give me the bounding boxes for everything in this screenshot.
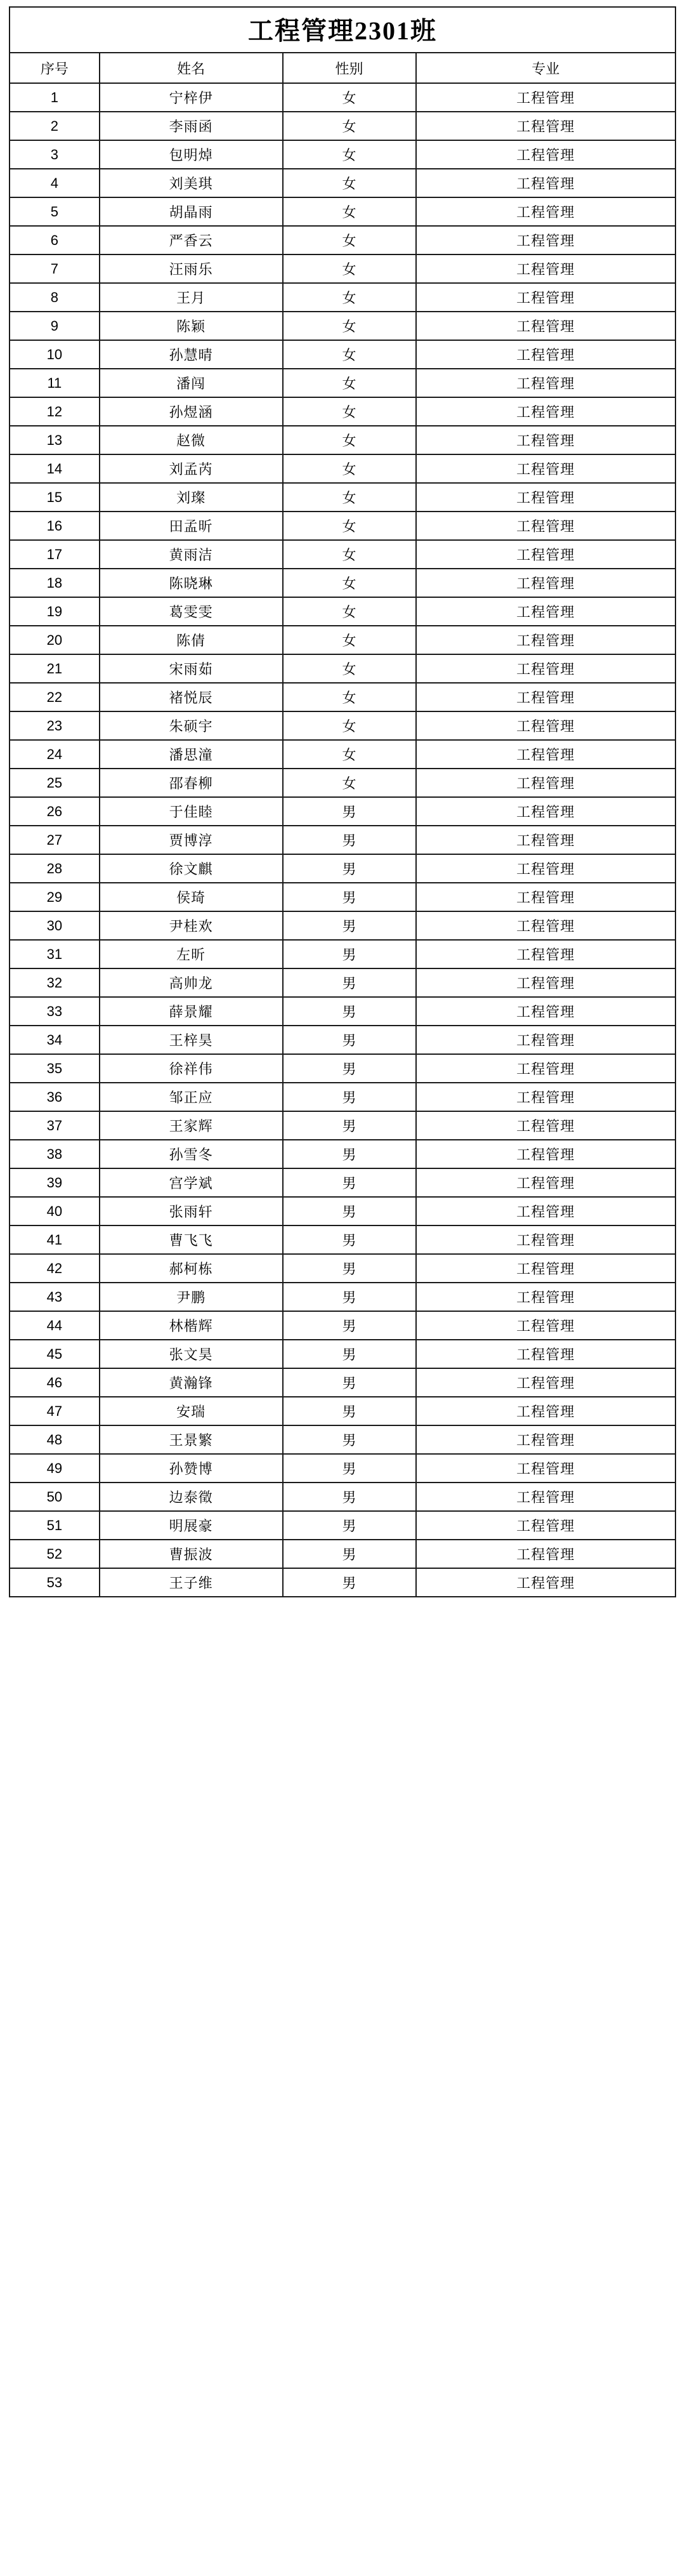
cell-index: 12: [10, 397, 100, 426]
column-header-name: 姓名: [100, 53, 283, 83]
cell-major: 工程管理: [416, 1368, 676, 1397]
table-row: [10, 711, 675, 740]
cell-major: 工程管理: [416, 454, 676, 483]
table-row: [10, 683, 675, 711]
table-row: [10, 483, 675, 512]
cell-index: 9: [10, 312, 100, 340]
cell-major: 工程管理: [416, 512, 676, 540]
cell-name: 王子维: [100, 1568, 283, 1597]
table-row: [10, 797, 675, 826]
cell-name: 孙煜涵: [100, 397, 283, 426]
cell-name: 曹飞飞: [100, 1225, 283, 1254]
cell-major: 工程管理: [416, 1283, 676, 1311]
cell-major: 工程管理: [416, 1254, 676, 1283]
cell-index: 53: [10, 1568, 100, 1597]
cell-major: 工程管理: [416, 711, 676, 740]
cell-sex: 女: [283, 711, 416, 740]
cell-name: 王景繁: [100, 1425, 283, 1454]
table-row: [10, 1311, 675, 1340]
cell-sex: 男: [283, 1083, 416, 1111]
cell-index: 35: [10, 1054, 100, 1083]
table-row: [10, 397, 675, 426]
cell-major: 工程管理: [416, 1483, 676, 1511]
cell-sex: 男: [283, 1054, 416, 1083]
cell-sex: 男: [283, 854, 416, 883]
cell-major: 工程管理: [416, 483, 676, 512]
cell-major: 工程管理: [416, 197, 676, 226]
cell-major: 工程管理: [416, 626, 676, 654]
cell-major: 工程管理: [416, 1083, 676, 1111]
cell-name: 王家辉: [100, 1111, 283, 1140]
cell-name: 曹振波: [100, 1540, 283, 1568]
cell-sex: 女: [283, 569, 416, 597]
cell-index: 5: [10, 197, 100, 226]
cell-sex: 男: [283, 1397, 416, 1425]
table-row: [10, 1483, 675, 1511]
table-row: [10, 1083, 675, 1111]
class-roster-table: [9, 6, 676, 1597]
cell-major: 工程管理: [416, 1026, 676, 1054]
cell-name: 左昕: [100, 940, 283, 968]
cell-sex: 男: [283, 997, 416, 1026]
cell-sex: 女: [283, 312, 416, 340]
cell-name: 胡晶雨: [100, 197, 283, 226]
cell-major: 工程管理: [416, 140, 676, 169]
cell-name: 刘孟芮: [100, 454, 283, 483]
cell-index: 27: [10, 826, 100, 854]
cell-name: 包明焯: [100, 140, 283, 169]
cell-sex: 女: [283, 397, 416, 426]
cell-sex: 女: [283, 112, 416, 140]
cell-name: 潘闯: [100, 369, 283, 397]
cell-name: 王梓昊: [100, 1026, 283, 1054]
table-row: [10, 1540, 675, 1568]
table-row: [10, 1283, 675, 1311]
cell-major: 工程管理: [416, 169, 676, 197]
roster-body: [10, 7, 675, 1597]
cell-major: 工程管理: [416, 1168, 676, 1197]
cell-name: 薛景耀: [100, 997, 283, 1026]
table-row: [10, 140, 675, 169]
cell-sex: 男: [283, 1026, 416, 1054]
cell-name: 边泰徵: [100, 1483, 283, 1511]
cell-name: 安瑞: [100, 1397, 283, 1425]
cell-name: 侯琦: [100, 883, 283, 911]
cell-index: 20: [10, 626, 100, 654]
cell-sex: 男: [283, 940, 416, 968]
cell-name: 潘思潼: [100, 740, 283, 769]
cell-name: 郝柯栋: [100, 1254, 283, 1283]
cell-index: 37: [10, 1111, 100, 1140]
cell-major: 工程管理: [416, 1111, 676, 1140]
cell-name: 刘璨: [100, 483, 283, 512]
cell-name: 尹鹏: [100, 1283, 283, 1311]
cell-sex: 女: [283, 683, 416, 711]
cell-sex: 男: [283, 797, 416, 826]
cell-name: 孙雪冬: [100, 1140, 283, 1168]
cell-index: 39: [10, 1168, 100, 1197]
table-row: [10, 654, 675, 683]
cell-index: 17: [10, 540, 100, 569]
cell-name: 田孟昕: [100, 512, 283, 540]
cell-index: 34: [10, 1026, 100, 1054]
table-row: [10, 340, 675, 369]
cell-sex: 女: [283, 169, 416, 197]
table-row: [10, 569, 675, 597]
cell-name: 张文昊: [100, 1340, 283, 1368]
page-title: 工程管理2301班: [10, 7, 675, 53]
cell-sex: 女: [283, 197, 416, 226]
table-row: [10, 1140, 675, 1168]
table-row: [10, 1111, 675, 1140]
cell-name: 宁梓伊: [100, 83, 283, 112]
cell-sex: 男: [283, 1225, 416, 1254]
cell-major: 工程管理: [416, 283, 676, 312]
column-header-sex: 性别: [283, 53, 416, 83]
table-row: [10, 312, 675, 340]
cell-index: 10: [10, 340, 100, 369]
cell-index: 46: [10, 1368, 100, 1397]
cell-index: 16: [10, 512, 100, 540]
table-row: [10, 940, 675, 968]
cell-name: 黄雨洁: [100, 540, 283, 569]
cell-major: 工程管理: [416, 1540, 676, 1568]
cell-major: 工程管理: [416, 1340, 676, 1368]
cell-sex: 女: [283, 512, 416, 540]
cell-major: 工程管理: [416, 654, 676, 683]
cell-sex: 男: [283, 1283, 416, 1311]
cell-major: 工程管理: [416, 1311, 676, 1340]
cell-name: 徐祥伟: [100, 1054, 283, 1083]
cell-index: 2: [10, 112, 100, 140]
cell-index: 8: [10, 283, 100, 312]
cell-sex: 女: [283, 454, 416, 483]
table-row: [10, 226, 675, 254]
cell-index: 44: [10, 1311, 100, 1340]
cell-sex: 男: [283, 1197, 416, 1225]
cell-sex: 男: [283, 911, 416, 940]
cell-index: 38: [10, 1140, 100, 1168]
cell-sex: 女: [283, 140, 416, 169]
cell-index: 3: [10, 140, 100, 169]
table-row: [10, 769, 675, 797]
column-header-row: [10, 53, 675, 83]
cell-name: 严香云: [100, 226, 283, 254]
cell-sex: 男: [283, 1340, 416, 1368]
cell-index: 43: [10, 1283, 100, 1311]
cell-name: 陈倩: [100, 626, 283, 654]
cell-major: 工程管理: [416, 569, 676, 597]
cell-major: 工程管理: [416, 797, 676, 826]
table-row: [10, 911, 675, 940]
table-row: [10, 169, 675, 197]
cell-major: 工程管理: [416, 883, 676, 911]
cell-major: 工程管理: [416, 854, 676, 883]
table-row: [10, 626, 675, 654]
cell-sex: 男: [283, 1425, 416, 1454]
cell-name: 宋雨茹: [100, 654, 283, 683]
title-row: [10, 7, 675, 53]
table-row: [10, 197, 675, 226]
cell-major: 工程管理: [416, 911, 676, 940]
cell-name: 孙慧晴: [100, 340, 283, 369]
cell-index: 18: [10, 569, 100, 597]
cell-sex: 男: [283, 1454, 416, 1483]
cell-index: 41: [10, 1225, 100, 1254]
cell-index: 15: [10, 483, 100, 512]
table-row: [10, 997, 675, 1026]
table-row: [10, 1026, 675, 1054]
cell-index: 29: [10, 883, 100, 911]
table-row: [10, 1454, 675, 1483]
cell-index: 25: [10, 769, 100, 797]
cell-major: 工程管理: [416, 597, 676, 626]
cell-major: 工程管理: [416, 1425, 676, 1454]
cell-major: 工程管理: [416, 254, 676, 283]
cell-index: 36: [10, 1083, 100, 1111]
cell-major: 工程管理: [416, 1140, 676, 1168]
cell-name: 赵微: [100, 426, 283, 454]
table-row: [10, 854, 675, 883]
cell-major: 工程管理: [416, 226, 676, 254]
cell-index: 19: [10, 597, 100, 626]
table-row: [10, 1197, 675, 1225]
cell-major: 工程管理: [416, 1511, 676, 1540]
cell-major: 工程管理: [416, 769, 676, 797]
cell-name: 陈晓琳: [100, 569, 283, 597]
cell-index: 47: [10, 1397, 100, 1425]
cell-sex: 女: [283, 254, 416, 283]
cell-index: 22: [10, 683, 100, 711]
cell-name: 孙赞博: [100, 1454, 283, 1483]
cell-index: 52: [10, 1540, 100, 1568]
cell-major: 工程管理: [416, 940, 676, 968]
cell-name: 于佳睦: [100, 797, 283, 826]
table-row: [10, 1340, 675, 1368]
table-row: [10, 426, 675, 454]
cell-name: 刘美琪: [100, 169, 283, 197]
cell-index: 23: [10, 711, 100, 740]
cell-sex: 男: [283, 883, 416, 911]
cell-index: 31: [10, 940, 100, 968]
cell-major: 工程管理: [416, 312, 676, 340]
table-row: [10, 83, 675, 112]
table-row: [10, 1225, 675, 1254]
cell-sex: 男: [283, 1111, 416, 1140]
cell-major: 工程管理: [416, 340, 676, 369]
cell-sex: 女: [283, 426, 416, 454]
cell-name: 邵春柳: [100, 769, 283, 797]
cell-index: 32: [10, 968, 100, 997]
cell-index: 45: [10, 1340, 100, 1368]
table-row: [10, 1425, 675, 1454]
cell-major: 工程管理: [416, 683, 676, 711]
cell-name: 林楷辉: [100, 1311, 283, 1340]
cell-index: 11: [10, 369, 100, 397]
cell-name: 贾博淳: [100, 826, 283, 854]
cell-major: 工程管理: [416, 426, 676, 454]
cell-major: 工程管理: [416, 1197, 676, 1225]
table-row: [10, 1054, 675, 1083]
cell-index: 14: [10, 454, 100, 483]
cell-name: 陈颖: [100, 312, 283, 340]
column-header-index: 序号: [10, 53, 100, 83]
cell-name: 朱硕宇: [100, 711, 283, 740]
cell-index: 33: [10, 997, 100, 1026]
table-row: [10, 512, 675, 540]
cell-sex: 男: [283, 1311, 416, 1340]
cell-sex: 男: [283, 1568, 416, 1597]
cell-major: 工程管理: [416, 397, 676, 426]
table-row: [10, 369, 675, 397]
cell-major: 工程管理: [416, 1568, 676, 1597]
cell-major: 工程管理: [416, 83, 676, 112]
cell-major: 工程管理: [416, 112, 676, 140]
cell-sex: 女: [283, 769, 416, 797]
cell-index: 40: [10, 1197, 100, 1225]
cell-name: 王月: [100, 283, 283, 312]
cell-sex: 女: [283, 597, 416, 626]
table-row: [10, 740, 675, 769]
table-row: [10, 1511, 675, 1540]
cell-sex: 女: [283, 340, 416, 369]
cell-index: 24: [10, 740, 100, 769]
cell-index: 50: [10, 1483, 100, 1511]
cell-index: 21: [10, 654, 100, 683]
table-row: [10, 883, 675, 911]
table-row: [10, 1397, 675, 1425]
cell-index: 49: [10, 1454, 100, 1483]
cell-index: 1: [10, 83, 100, 112]
cell-sex: 女: [283, 540, 416, 569]
cell-sex: 男: [283, 1540, 416, 1568]
cell-index: 28: [10, 854, 100, 883]
cell-name: 李雨函: [100, 112, 283, 140]
column-header-major: 专业: [416, 53, 676, 83]
cell-index: 13: [10, 426, 100, 454]
cell-name: 明展豪: [100, 1511, 283, 1540]
table-row: [10, 540, 675, 569]
cell-name: 葛雯雯: [100, 597, 283, 626]
cell-sex: 男: [283, 968, 416, 997]
cell-major: 工程管理: [416, 740, 676, 769]
cell-index: 6: [10, 226, 100, 254]
cell-index: 26: [10, 797, 100, 826]
cell-name: 汪雨乐: [100, 254, 283, 283]
cell-sex: 女: [283, 226, 416, 254]
cell-sex: 男: [283, 1140, 416, 1168]
cell-major: 工程管理: [416, 826, 676, 854]
cell-index: 51: [10, 1511, 100, 1540]
cell-index: 30: [10, 911, 100, 940]
cell-sex: 男: [283, 1483, 416, 1511]
cell-name: 褚悦辰: [100, 683, 283, 711]
table-row: [10, 454, 675, 483]
cell-major: 工程管理: [416, 1454, 676, 1483]
cell-major: 工程管理: [416, 369, 676, 397]
cell-sex: 女: [283, 654, 416, 683]
table-row: [10, 597, 675, 626]
table-row: [10, 112, 675, 140]
cell-major: 工程管理: [416, 1225, 676, 1254]
cell-sex: 男: [283, 1254, 416, 1283]
cell-index: 7: [10, 254, 100, 283]
cell-name: 徐文麒: [100, 854, 283, 883]
cell-major: 工程管理: [416, 997, 676, 1026]
table-row: [10, 1254, 675, 1283]
cell-sex: 男: [283, 1368, 416, 1397]
table-row: [10, 1168, 675, 1197]
cell-name: 张雨轩: [100, 1197, 283, 1225]
cell-sex: 女: [283, 740, 416, 769]
table-row: [10, 1368, 675, 1397]
cell-name: 黄瀚锋: [100, 1368, 283, 1397]
cell-sex: 男: [283, 1168, 416, 1197]
cell-major: 工程管理: [416, 1054, 676, 1083]
cell-name: 高帅龙: [100, 968, 283, 997]
cell-sex: 男: [283, 826, 416, 854]
cell-sex: 女: [283, 283, 416, 312]
cell-name: 宫学斌: [100, 1168, 283, 1197]
cell-name: 尹桂欢: [100, 911, 283, 940]
cell-major: 工程管理: [416, 540, 676, 569]
table-row: [10, 1568, 675, 1597]
cell-sex: 女: [283, 369, 416, 397]
cell-sex: 男: [283, 1511, 416, 1540]
cell-index: 48: [10, 1425, 100, 1454]
table-row: [10, 283, 675, 312]
table-row: [10, 254, 675, 283]
cell-major: 工程管理: [416, 968, 676, 997]
cell-name: 邹正应: [100, 1083, 283, 1111]
cell-sex: 女: [283, 483, 416, 512]
cell-major: 工程管理: [416, 1397, 676, 1425]
cell-index: 4: [10, 169, 100, 197]
cell-sex: 女: [283, 626, 416, 654]
table-row: [10, 826, 675, 854]
cell-sex: 女: [283, 83, 416, 112]
table-row: [10, 968, 675, 997]
cell-index: 42: [10, 1254, 100, 1283]
